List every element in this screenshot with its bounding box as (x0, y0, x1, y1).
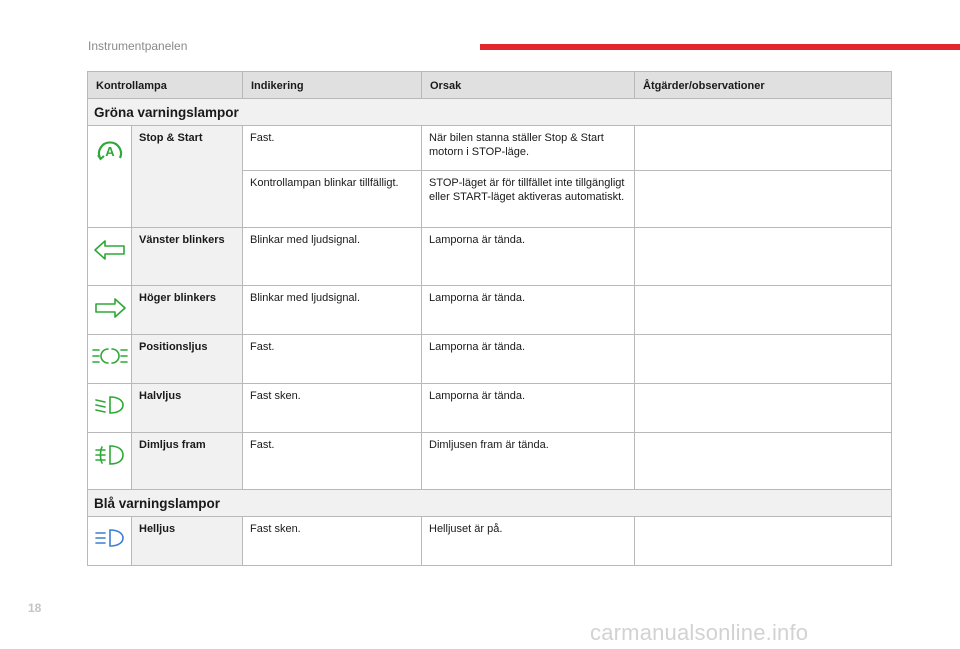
cell-actions (635, 433, 892, 490)
table-row (88, 384, 892, 433)
cell-cause: När bilen stanna ställer Stop & Start motorn i STOP-läge. (422, 126, 635, 171)
cell-actions (635, 228, 892, 286)
dipped-beam-icon (94, 394, 126, 416)
left-arrow-icon (93, 238, 127, 262)
cell-indication: Blinkar med ljudsignal. (243, 286, 422, 335)
icon-cell (88, 286, 132, 335)
row-name-position-lights: Positionsljus (132, 335, 243, 384)
row-name-right-indicator: Höger blinkers (132, 286, 243, 335)
group-row-green (88, 99, 892, 126)
table-row (88, 286, 892, 335)
cell-actions (635, 286, 892, 335)
cell-actions (635, 335, 892, 384)
icon-cell (88, 384, 132, 433)
header-accent-bar (480, 44, 960, 50)
cell-cause: Lamporna är tända. (422, 384, 635, 433)
warning-lights-table (87, 71, 892, 566)
col-header-orsak: Orsak (422, 72, 635, 99)
row-name-main-beam: Helljus (132, 517, 243, 566)
row-name-front-fog: Dimljus fram (132, 433, 243, 490)
main-beam-icon (94, 527, 126, 549)
cell-actions (635, 171, 892, 228)
section-title: Instrumentpanelen (88, 39, 188, 53)
watermark: carmanualsonline.info (590, 620, 809, 645)
col-header-indikering: Indikering (243, 72, 422, 99)
col-header-atgarder: Åtgärder/observationer (635, 72, 892, 99)
cell-indication: Fast sken. (243, 517, 422, 566)
icon-cell (88, 126, 132, 228)
cell-actions (635, 384, 892, 433)
cell-indication: Kontrollampan blinkar tillfälligt. (243, 171, 422, 228)
right-arrow-icon (93, 296, 127, 320)
row-name-dipped-beam: Halvljus (132, 384, 243, 433)
cell-actions (635, 517, 892, 566)
group-row-blue (88, 490, 892, 517)
cell-cause: Lamporna är tända. (422, 228, 635, 286)
icon-cell (88, 433, 132, 490)
position-lights-icon (91, 345, 129, 367)
table-header-row (88, 72, 892, 99)
cell-cause: STOP-läget är för tillfället inte tillgängligt eller START-läget aktiveras automatiskt. (422, 171, 635, 228)
table-row (88, 126, 892, 171)
table-row (88, 433, 892, 490)
cell-cause: Lamporna är tända. (422, 286, 635, 335)
svg-text:A: A (104, 144, 115, 159)
cell-indication: Fast. (243, 433, 422, 490)
cell-cause: Helljuset är på. (422, 517, 635, 566)
cell-actions (635, 126, 892, 171)
cell-indication: Blinkar med ljudsignal. (243, 228, 422, 286)
cell-indication: Fast. (243, 126, 422, 171)
cell-cause: Lamporna är tända. (422, 335, 635, 384)
group-title-blue: Blå varningslampor (88, 490, 892, 517)
page-number: 18 (28, 601, 42, 615)
icon-cell (88, 228, 132, 286)
row-name-left-indicator: Vänster blinkers (132, 228, 243, 286)
icon-cell (88, 335, 132, 384)
cell-cause: Dimljusen fram är tända. (422, 433, 635, 490)
cell-indication: Fast sken. (243, 384, 422, 433)
front-fog-lights-icon (94, 443, 126, 467)
table-row (88, 517, 892, 566)
table-row (88, 228, 892, 286)
group-title-green: Gröna varningslampor (88, 99, 892, 126)
table-row (88, 335, 892, 384)
cell-indication: Fast. (243, 335, 422, 384)
row-name-stop-start: Stop & Start (132, 126, 243, 228)
col-header-kontrollampa: Kontrollampa (88, 72, 243, 99)
stop-start-icon (95, 136, 125, 162)
icon-cell (88, 517, 132, 566)
